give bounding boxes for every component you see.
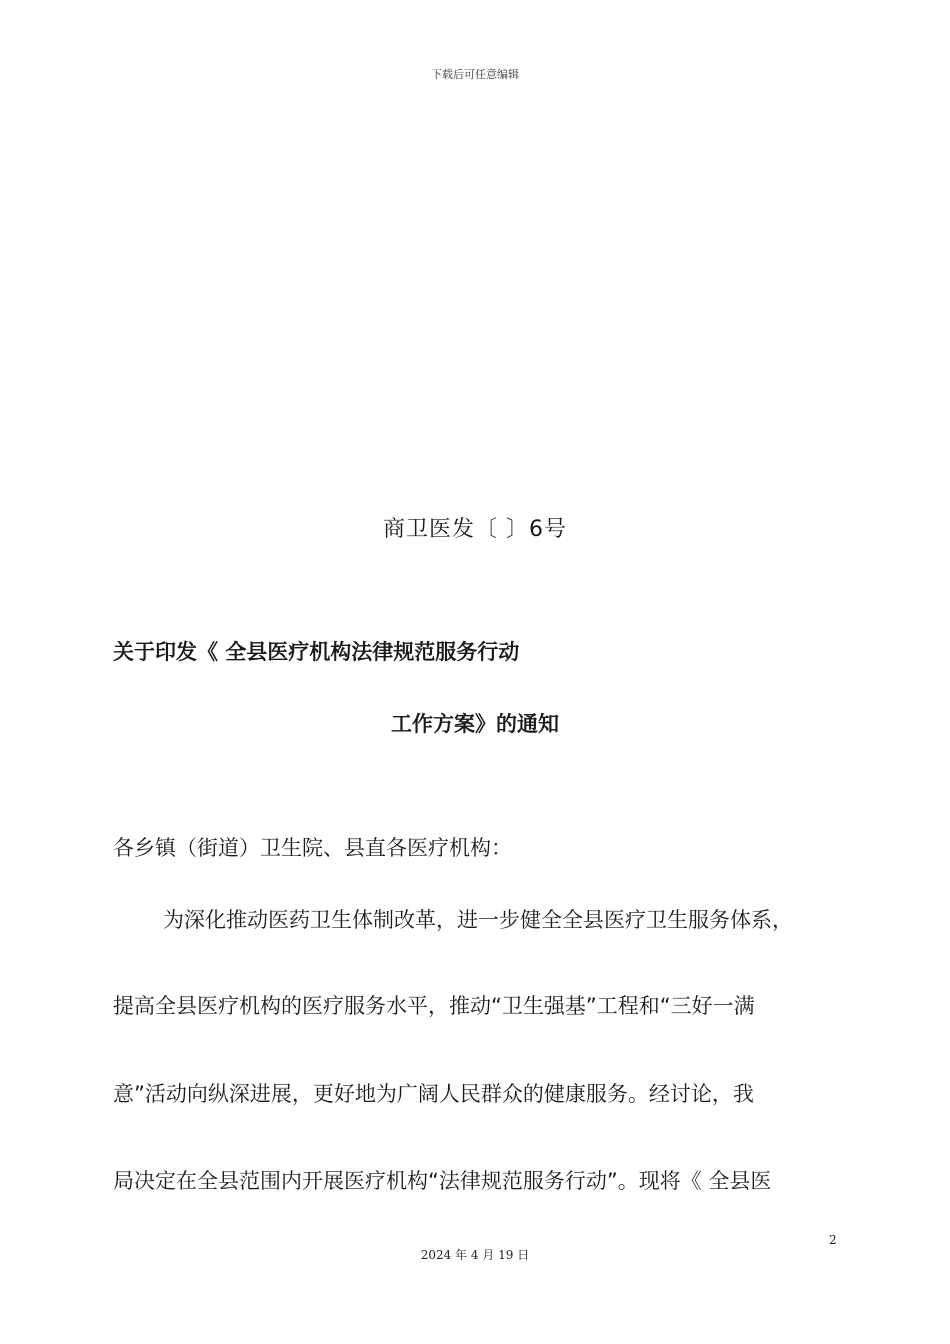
body-line-2: 提高全县医疗机构的医疗服务水平，推动“卫生强基”工程和“三好一满 [113, 994, 755, 1018]
document-title-line-1: 关于印发《 全县医疗机构法律规范服务行动 [113, 640, 520, 664]
body-line-3: 意”活动向纵深进展，更好地为广阔人民群众的健康服务。经讨论，我 [113, 1082, 754, 1106]
body-line-4: 局决定在全县范围内开展医疗机构“法律规范服务行动”。现将《 全县医 [113, 1169, 772, 1193]
document-number: 商卫医发〔 〕6号 [383, 517, 567, 542]
footer-date: 2024 年 4 月 19 日 [420, 1248, 530, 1262]
header-note: 下载后可任意编辑 [431, 68, 519, 81]
body-line-1: 为深化推动医药卫生体制改革，进一步健全全县医疗卫生服务体系， [163, 908, 793, 932]
document-title-line-2: 工作方案》的通知 [391, 712, 559, 736]
page-number: 2 [829, 1233, 837, 1247]
salutation: 各乡镇（街道）卫生院、县直各医疗机构： [113, 836, 512, 860]
